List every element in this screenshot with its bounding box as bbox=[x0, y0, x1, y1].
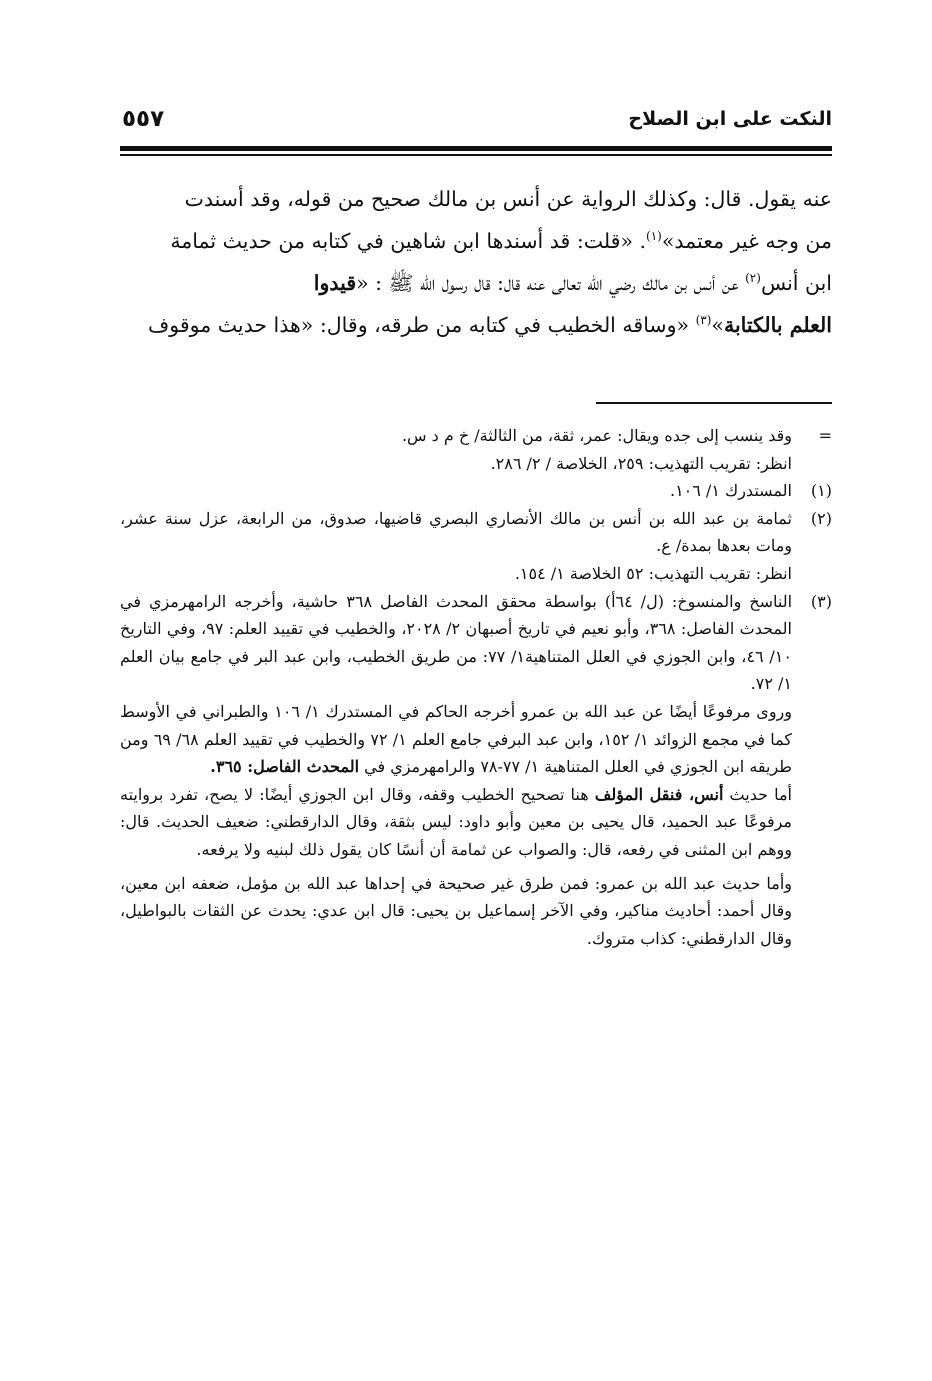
header-rule-thin bbox=[120, 154, 832, 156]
footnote-number: (٣) bbox=[810, 591, 832, 611]
footnote-number: (٢) bbox=[810, 508, 832, 528]
footnote-3: (٣) الناسخ والمنسوخ: (ل/ ٦٤أ) بواسطة محقق المحدث الفاصل ٣٦٨ حاشية، وأخرجه الرامهرمزي في المحدث الفاصل: ٣٦٨، وأبو نعيم في تاريخ أصبهان ٢/ ٢٠٢٨، والخطيب في تقييد العلم: ٩٧، وفي التاريخ ١٠/ ٤٦، وابن الجوزي في العلل المتناهية١/ ٧٧: من طريق الخطيب، وابن عبد البر في جامع بيان العلم ١/ ٧٢. وروى مرفوعًا أيضًا عن عبد الله بن عمرو أخرجه الحاكم في المستدرك ١/ ١٠٦ والطبراني في الأوسط كما في مجمع الزوائد ١/ ١٥٢، وابن عبد البرفي جامع العلم ١/ ٧٢ والخطيب في تقييد العلم ٦٨/ ٦٩ ومن طريقه ابن الجوزي في العلل المتناهية ١/ ٧٧-٧٨ والرامهرمزي في المحدث الفاصل: ٣٦٥. أما حديث أنس، فنقل المؤلف هنا تصحيح الخطيب وقفه، وقال ابن الجوزي أيضًا: لا يصح، تفرد بروايته مرفوعًا عبد الحميد، قال يحيى بن معين وأبو داود: ليس بثقة، وقال الدارقطني: ضعيف الحديث. قال: ووهم ابن المثنى في رفعه، قال: والصواب عن ثمامة أن أنسًا كان يقول ذلك لبنيه ولا يرفعه. وأما حديث عبد الله بن عمرو: فمن طرق غير صحيحة في إحداها عبد الله بن مؤمل، ضعفه ابن معين، وقال أحمد: أحاديث مناكير، وفي الآخر إسماعيل بن يحيى: قال ابن عدي: يحدث عن الثقات بالبواطيل، وقال الدارقطني: كذاب متروك. bbox=[120, 588, 832, 953]
footnote-ref-1: (١) bbox=[646, 229, 662, 244]
main-line: العلم بالكتابة»$^{(٣)}$ «وساقه الخطيب في كتابه من طرقه، وقال: «هذا حديث موقوف bbox=[148, 313, 832, 337]
main-line: عنه يقول. قال: وكذلك الرواية عن أنس بن مالك صحيح من قوله، وقد أسندت bbox=[184, 187, 832, 211]
footnote-separator bbox=[596, 402, 832, 404]
footnote-ref-3: (٣) bbox=[695, 313, 712, 328]
hadith-text: العلم بالكتابة bbox=[723, 313, 832, 337]
footnote-number: (١) bbox=[810, 481, 832, 501]
header-rule-thick bbox=[120, 146, 832, 151]
footnotes bbox=[120, 422, 832, 952]
main-text bbox=[120, 178, 832, 346]
running-title: النكت على ابن الصلاح bbox=[628, 108, 832, 130]
continuation-mark: = bbox=[818, 426, 832, 445]
footnote-1: (١) المستدرك ١/ ١٠٦. bbox=[120, 477, 832, 505]
main-line: ابن أنس$^{(٢)}$ عن أنس بن مالك رضي الله تعالى عنه قال: قال رسول الله ﷺ : «قيدوا bbox=[313, 271, 832, 295]
footnote-2: (٢) ثمامة بن عبد الله بن أنس بن مالك الأنصاري البصري قاضيها، صدوق، من الرابعة، عزل سنة عشر، ومات بعدها بمدة/ ع. انظر: تقريب التهذيب: ٥٢ الخلاصة ١/ ١٥٤. bbox=[120, 505, 832, 588]
main-line: من وجه غير معتمد»$^{(١)}$. «قلت: قد أسندها ابن شاهين في كتابه من حديث ثمامة bbox=[170, 229, 832, 253]
page-number: ٥٥٧ bbox=[122, 106, 165, 132]
hadith-text: قيدوا bbox=[313, 271, 357, 295]
page-header bbox=[120, 98, 832, 144]
footnote-ref-2: (٢) bbox=[745, 271, 761, 286]
footnote-continuation: = وقد ينسب إلى جده ويقال: عمر، ثقة، من الثالثة/ خ م د س. انظر: تقريب التهذيب: ٢٥٩، الخلاصة / ٢/ ٢٨٦. bbox=[120, 422, 832, 477]
